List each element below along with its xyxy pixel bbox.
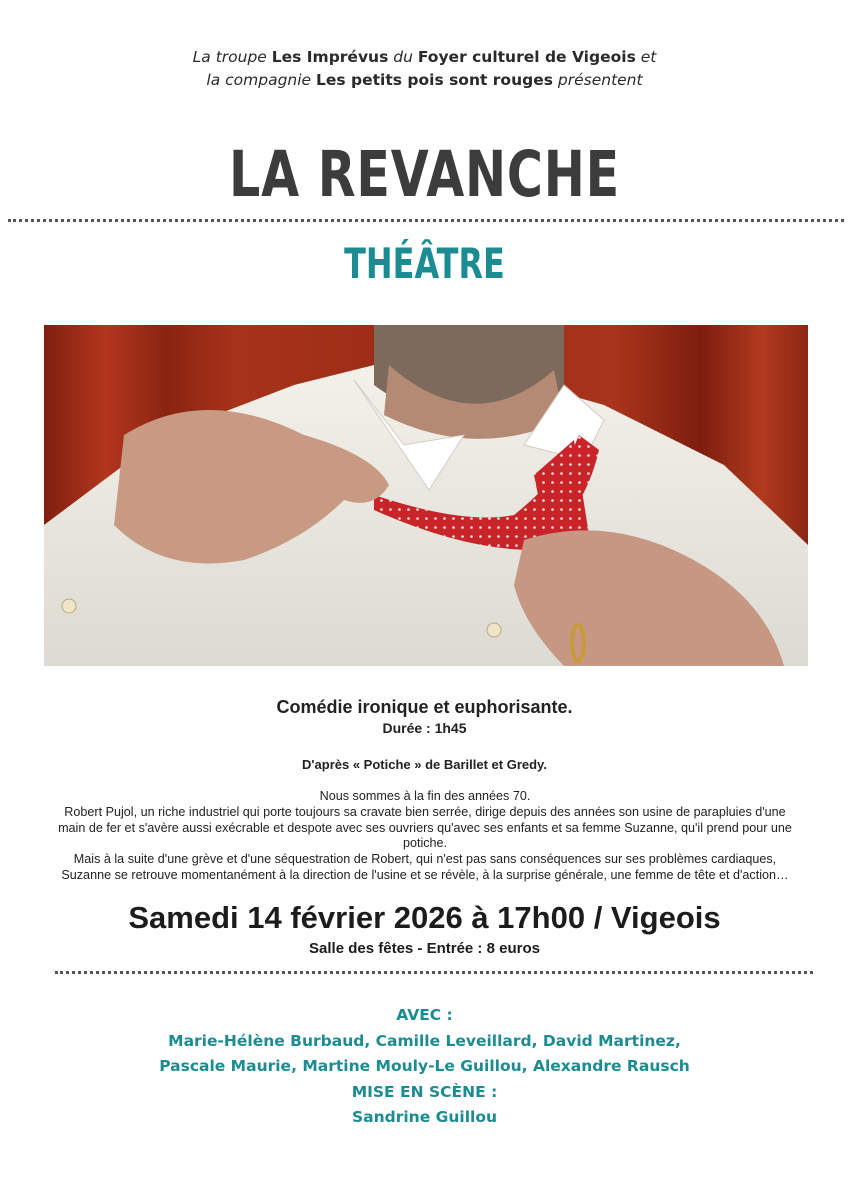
tagline: Comédie ironique et euphorisante. bbox=[276, 697, 573, 717]
poster-photo-illustration bbox=[44, 325, 808, 666]
intro-text: du bbox=[388, 48, 418, 66]
duration: Durée : 1h45 bbox=[382, 720, 467, 736]
synopsis-paragraph: Robert Pujol, un riche industriel qui porte toujours sa cravate bien serrée, dirige depuis des années son usine de parapluies d'une main de fer et s'avère aussi exécrable et despote avec ses ouvriers qu'avec ses enfants et sa femme Suzanne, qu'il prend pour une potiche. bbox=[58, 804, 792, 851]
synopsis-paragraph: Nous sommes à la fin des années 70. bbox=[319, 789, 531, 803]
synopsis-paragraph: Mais à la suite d'une grève et d'une séquestration de Robert, qui n'est pas sans conséquences sur ses problèmes cardiaques, Suzanne se retrouve momentanément à la direction de l'usine et se révèle, à la surprise générale, une femme de tête et d'action… bbox=[61, 852, 789, 882]
poster-photo bbox=[44, 325, 808, 666]
source-credit: D'après « Potiche » de Barillet et Gredy. bbox=[302, 757, 547, 772]
event-venue: Salle des fêtes - Entrée : 8 euros bbox=[309, 940, 540, 957]
intro-text: et bbox=[635, 48, 657, 66]
cast-heading: AVEC : bbox=[396, 1006, 453, 1024]
synopsis bbox=[55, 789, 795, 884]
intro-text: la compagnie bbox=[206, 71, 317, 89]
troupe-name: Les Imprévus bbox=[271, 48, 389, 66]
dotted-divider bbox=[8, 219, 844, 222]
cast-line: Marie-Hélène Burbaud, Camille Leveillard, David Martinez, bbox=[168, 1031, 681, 1050]
director-heading: MISE EN SCÈNE : bbox=[351, 1082, 498, 1101]
intro-line-1 bbox=[0, 46, 849, 69]
company-name: Les petits pois sont rouges bbox=[316, 71, 553, 89]
cast-credits bbox=[0, 1003, 849, 1131]
cast-line: Pascale Maurie, Martine Mouly-Le Guillou, Alexandre Rausch bbox=[159, 1057, 690, 1075]
intro-credits bbox=[0, 46, 849, 92]
page-title: LA REVANCHE bbox=[228, 138, 621, 211]
foyer-name: Foyer culturel de Vigeois bbox=[417, 48, 636, 66]
intro-line-2 bbox=[0, 69, 849, 92]
intro-text: La troupe bbox=[192, 48, 272, 66]
genre-label: THÉÂTRE bbox=[344, 239, 505, 288]
event-date: Samedi 14 février 2026 à 17h00 / Vigeois bbox=[128, 900, 721, 935]
director-name: Sandrine Guillou bbox=[351, 1108, 498, 1126]
intro-text: présentent bbox=[552, 71, 643, 89]
dotted-divider bbox=[55, 971, 813, 974]
